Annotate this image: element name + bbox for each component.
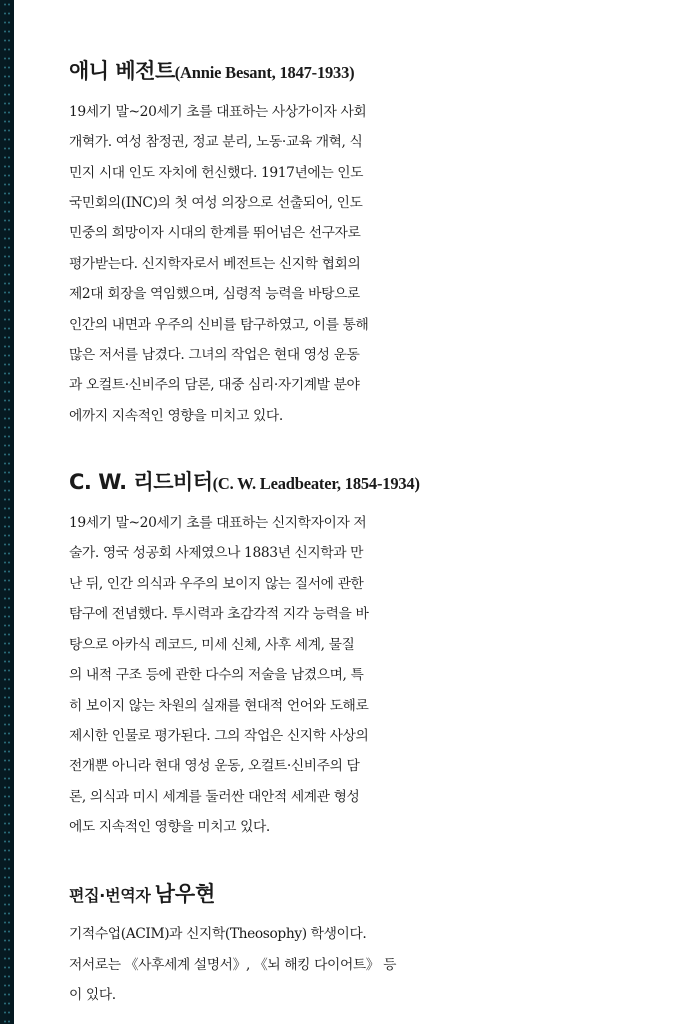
author-bio-text — [69, 97, 419, 431]
author-korean-name: C. W. 리드비터 — [69, 470, 213, 495]
bio-line: 저서로는 《사후세계 설명서》, 《뇌 해킹 다이어트》 등 — [69, 956, 397, 973]
strip-dot-pattern — [3, 0, 11, 1024]
bio-line: 전개뿐 아니라 현대 영성 운동, 오컬트·신비주의 담 — [69, 758, 360, 775]
bio-line: 국민회의(INC)의 첫 여성 의장으로 선출되어, 인도 — [69, 195, 363, 212]
bio-line: 기적수업(ACIM)과 신지학(Theosophy) 학생이다. — [69, 926, 367, 943]
bio-line: 술가. 영국 성공회 사제였으나 1883년 신지학과 만 — [69, 545, 364, 562]
bio-line: 에도 지속적인 영향을 미치고 있다. — [69, 819, 270, 836]
bio-line: 민중의 희망이자 시대의 한계를 뛰어넘은 선구자로 — [69, 225, 361, 242]
bio-line: 의 내적 구조 등에 관한 다수의 저술을 남겼으며, 특 — [69, 667, 364, 684]
author-section-leadbeater — [69, 467, 419, 842]
editor-bio-text — [69, 919, 419, 1010]
bio-line: 탐구에 전념했다. 투시력과 초감각적 지각 능력을 바 — [69, 606, 369, 623]
bio-line: 평가받는다. 신지학자로서 베전트는 신지학 협회의 — [69, 255, 361, 272]
bio-line: 제시한 인물로 평가된다. 그의 작업은 신지학 사상의 — [69, 727, 369, 744]
editor-section — [69, 879, 419, 1011]
bio-line: 제2대 회장을 역임했으며, 심령적 능력을 바탕으로 — [69, 286, 360, 303]
bio-line: 에까지 지속적인 영향을 미치고 있다. — [69, 407, 283, 424]
author-korean-name: 애니 베전트 — [69, 59, 175, 83]
bio-line: 과 오컬트·신비주의 담론, 대중 심리·자기계발 분야 — [69, 377, 360, 394]
author-bio-text — [69, 508, 419, 842]
author-heading — [69, 467, 419, 496]
bio-line: 탕으로 아카식 레코드, 미세 신체, 사후 세계, 물질 — [69, 636, 355, 653]
editor-name: 남우현 — [154, 881, 216, 906]
author-english-name: (C. W. Leadbeater, 1854-1934) — [212, 474, 420, 494]
author-section-besant — [69, 56, 419, 431]
bio-line: 19세기 말~20세기 초를 대표하는 사상가이자 사회 — [69, 103, 367, 120]
bio-line: 민지 시대 인도 자치에 헌신했다. 1917년에는 인도 — [69, 164, 364, 181]
author-bios — [69, 56, 419, 1011]
bio-line: 개혁가. 여성 참정권, 정교 분리, 노동·교육 개혁, 식 — [69, 134, 363, 151]
bio-line: 인간의 내면과 우주의 신비를 탐구하였고, 이를 통해 — [69, 316, 369, 333]
left-dark-strip — [0, 0, 14, 1024]
editor-heading — [69, 879, 419, 908]
author-english-name: (Annie Besant, 1847-1933) — [174, 63, 355, 82]
page-background-right — [454, 0, 691, 1024]
bio-line: 히 보이지 않는 차원의 실재를 현대적 언어와 도해로 — [69, 697, 369, 714]
bio-line: 19세기 말~20세기 초를 대표하는 신지학자이자 저 — [69, 515, 367, 532]
bio-line: 이 있다. — [69, 987, 116, 1004]
editor-role: 편집·번역자 — [69, 885, 151, 905]
bio-line: 난 뒤, 인간 의식과 우주의 보이지 않는 질서에 관한 — [69, 575, 364, 592]
author-heading — [69, 56, 419, 85]
book-page — [14, 0, 454, 1024]
bio-line: 론, 의식과 미시 세계를 둘러싼 대안적 세계관 형성 — [69, 788, 360, 805]
bio-line: 많은 저서를 남겼다. 그녀의 작업은 현대 영성 운동 — [69, 347, 360, 364]
